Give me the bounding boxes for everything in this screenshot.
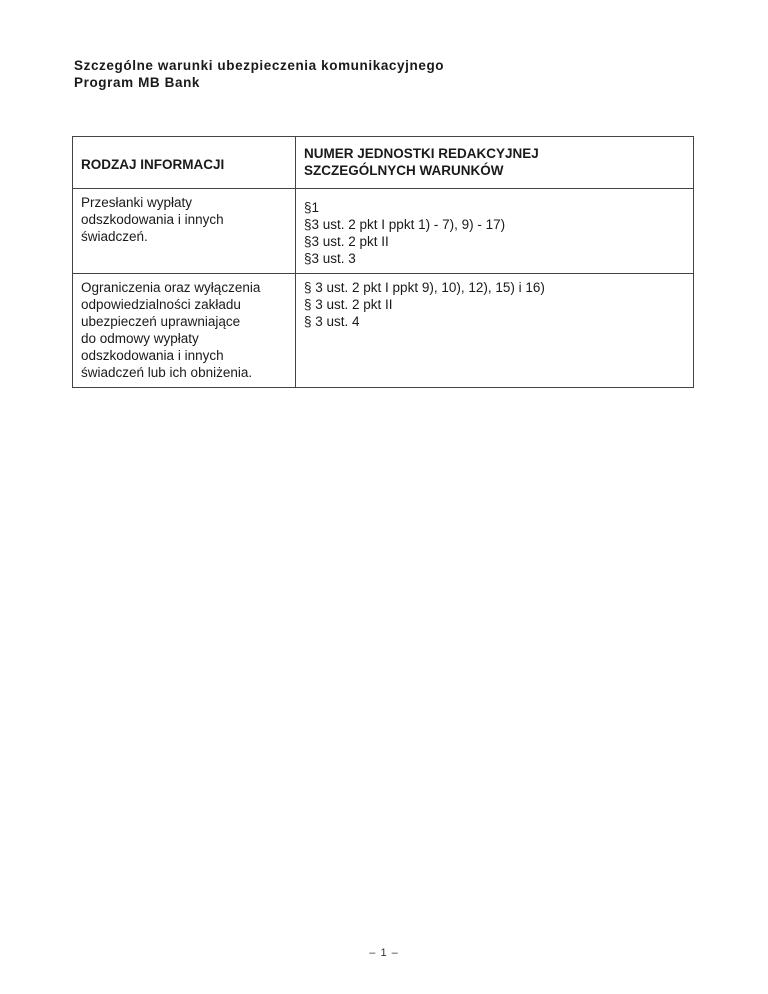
reference-line: §3 ust. 2 pkt II	[304, 234, 389, 249]
document-title-line-1: Szczególne warunki ubezpieczenia komunikacyjnego	[74, 58, 445, 73]
cell-text-line: odszkodowania i innych	[81, 348, 224, 363]
page-number: – 1 –	[369, 947, 399, 959]
header-label-line-2: SZCZEGÓLNYCH WARUNKÓW	[304, 163, 504, 178]
cell-text-line: Ograniczenia oraz wyłączenia	[81, 280, 261, 295]
cell-text-line: świadczeń.	[81, 229, 148, 244]
reference-line: § 3 ust. 2 pkt II	[304, 297, 393, 312]
reference-line: § 3 ust. 4	[304, 314, 360, 329]
cell-text-line: świadczeń lub ich obniżenia.	[81, 365, 253, 380]
document-title	[74, 57, 444, 91]
cell-text-line: Przesłanki wypłaty	[81, 195, 193, 210]
cell-unit-reference	[296, 189, 694, 274]
table-row	[73, 189, 694, 274]
cell-information-type	[73, 274, 296, 388]
document-title-line-2: Program MB Bank	[74, 75, 201, 90]
cell-unit-reference	[296, 274, 694, 388]
header-label: RODZAJ INFORMACJI	[81, 157, 225, 172]
cell-information-type	[73, 189, 296, 274]
cell-text-line: ubezpieczeń uprawniające	[81, 314, 241, 329]
header-cell-unit-number	[296, 137, 694, 189]
cell-text-line: odpowiedzialności zakładu	[81, 297, 241, 312]
reference-line: §1	[304, 200, 320, 215]
reference-line: §3 ust. 2 pkt I ppkt 1) - 7), 9) - 17)	[304, 217, 506, 232]
header-label-line-1: NUMER JEDNOSTKI REDAKCYJNEJ	[304, 146, 539, 161]
reference-line: § 3 ust. 2 pkt I ppkt 9), 10), 12), 15) i 16)	[304, 280, 545, 295]
table-row	[73, 274, 694, 388]
information-table	[72, 136, 694, 388]
cell-text-line: odszkodowania i innych	[81, 212, 224, 227]
table-header-row	[73, 137, 694, 189]
header-cell-information-type	[73, 137, 296, 189]
reference-line: §3 ust. 3	[304, 251, 356, 266]
cell-text-line: do odmowy wypłaty	[81, 331, 199, 346]
